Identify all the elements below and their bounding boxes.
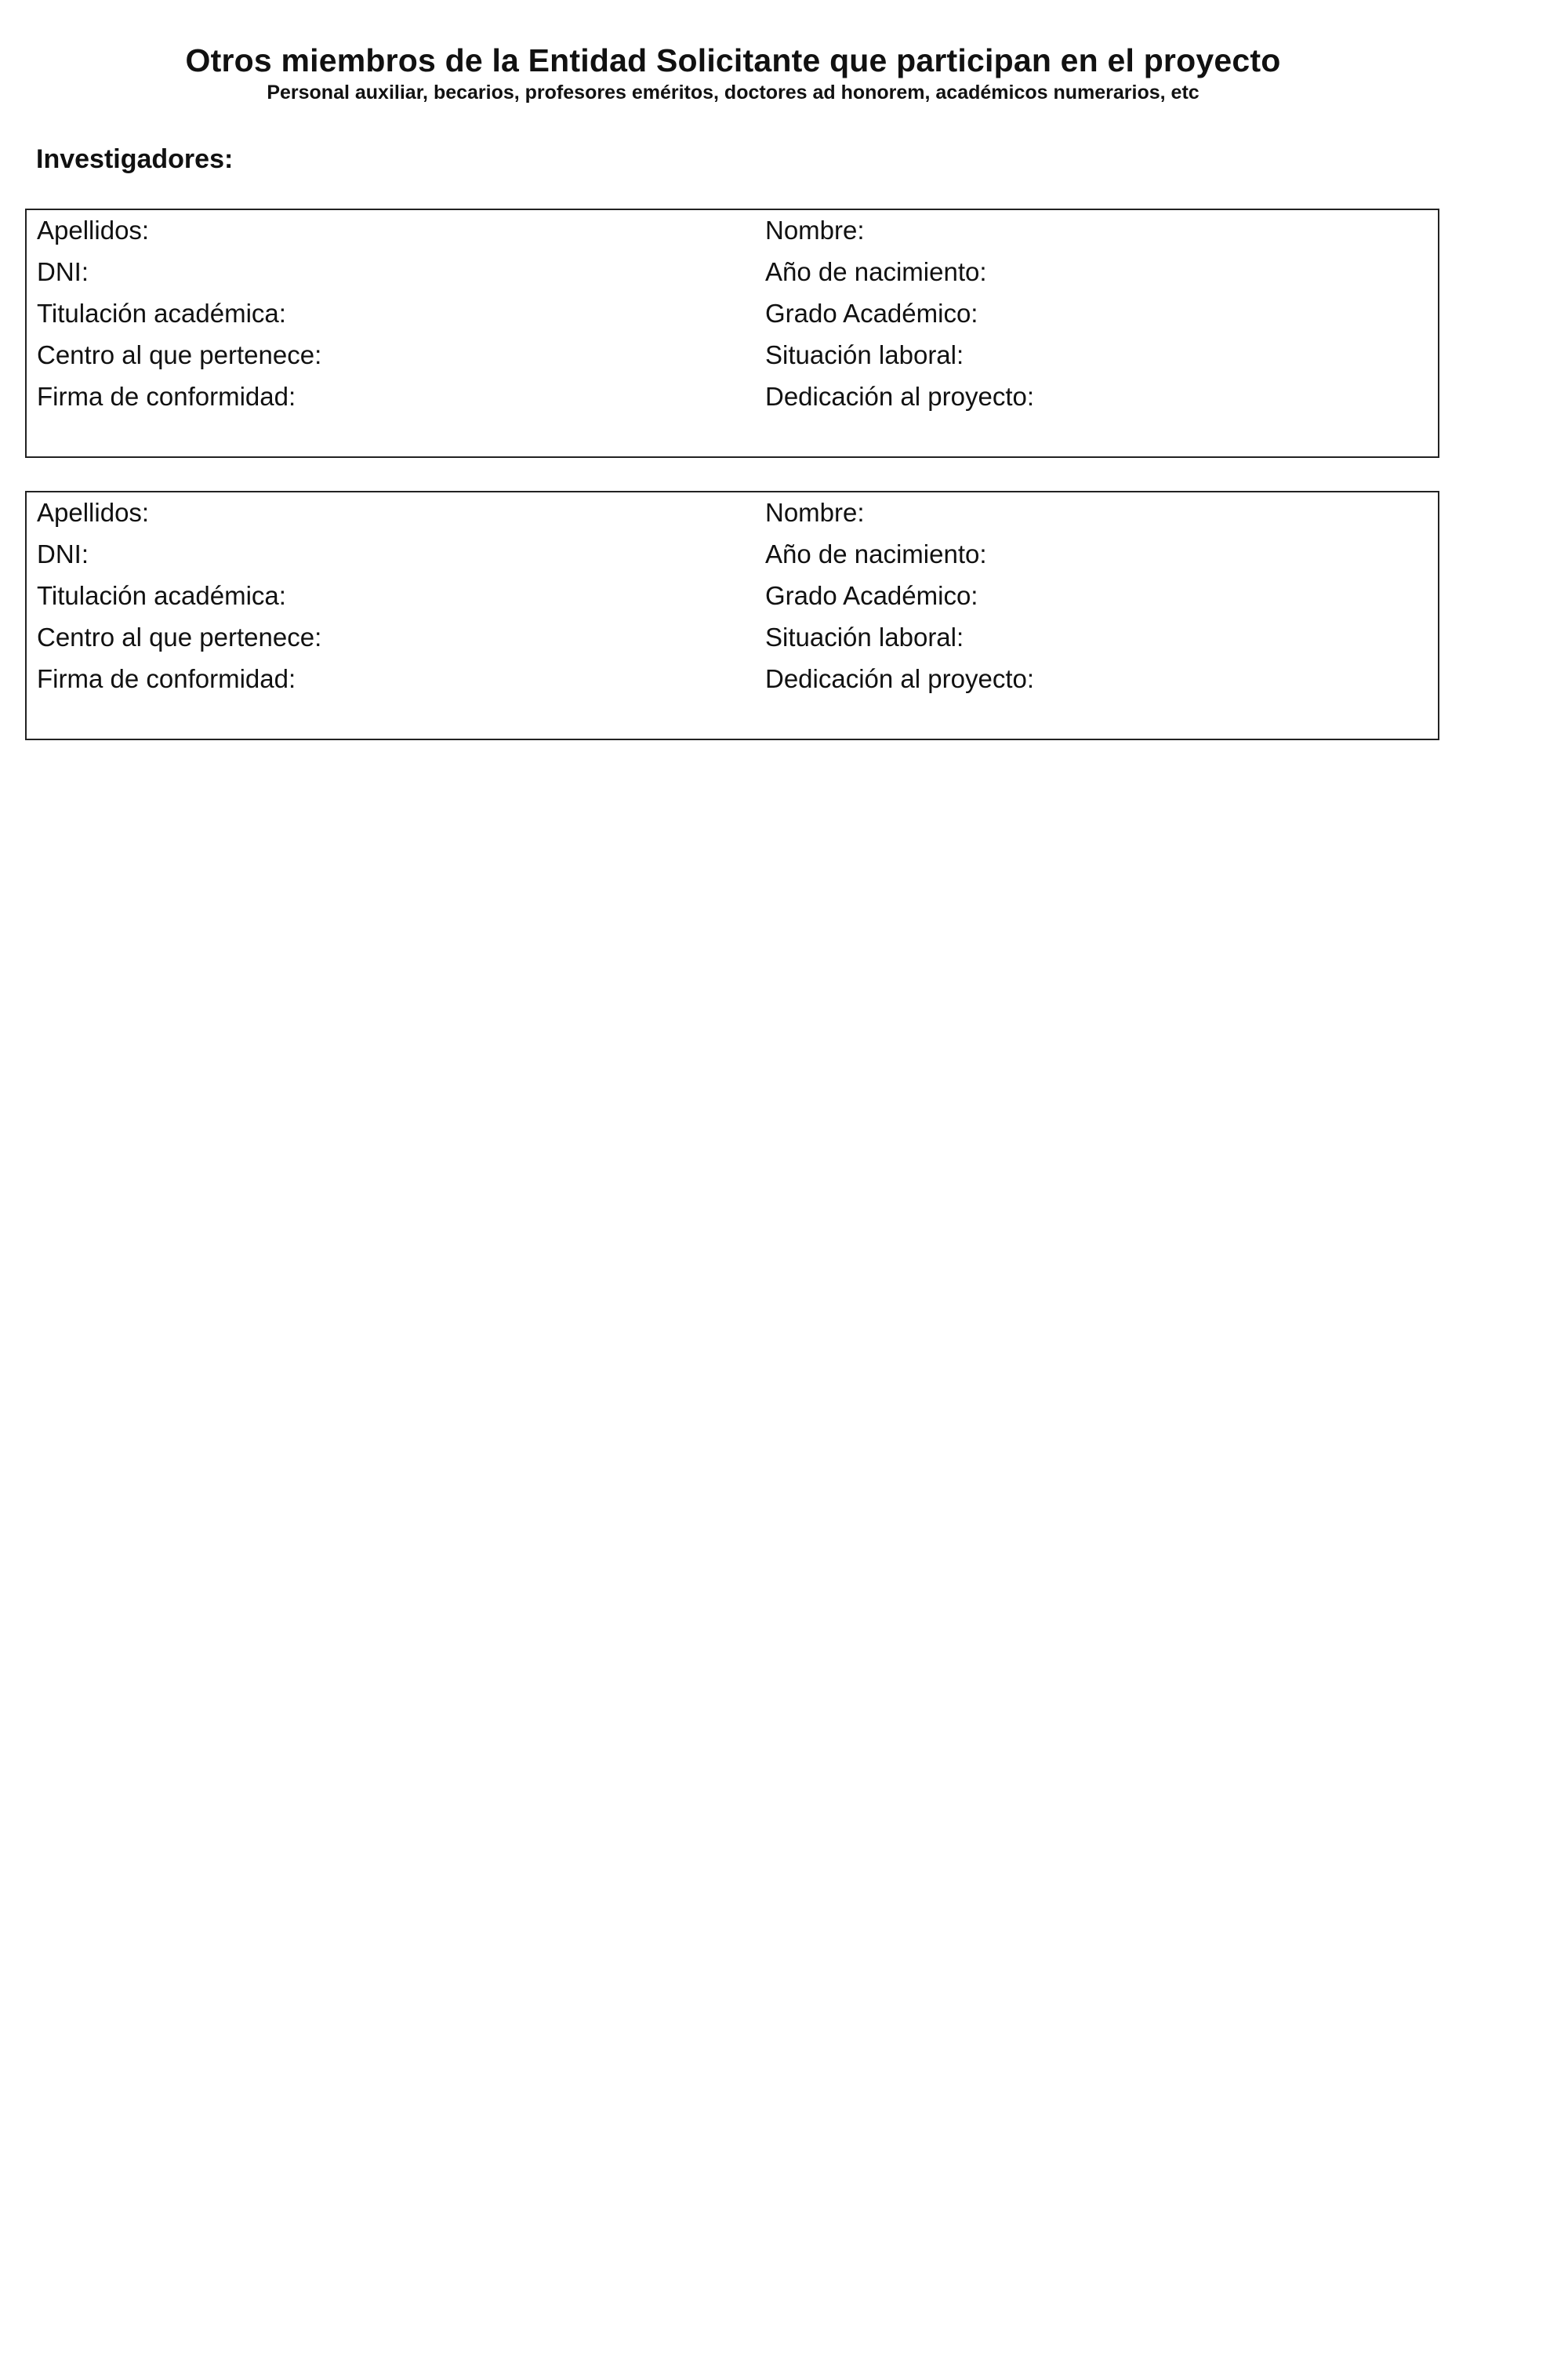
nombre-field[interactable]: Nombre: [765, 216, 865, 245]
dni-field[interactable]: DNI: [37, 539, 89, 568]
grado-academico-field[interactable]: Grado Académico: [765, 299, 978, 328]
situacion-laboral-field[interactable]: Situación laboral: [765, 340, 964, 369]
situacion-laboral-field[interactable]: Situación laboral: [765, 623, 964, 652]
section-heading-investigadores: Investigadores: [36, 144, 234, 174]
centro-field[interactable]: Centro al que pertenece: [37, 623, 322, 652]
firma-conformidad-field[interactable]: Firma de conformidad: [37, 664, 296, 693]
page-subtitle: Personal auxiliar, becarios, profesores eméritos, doctores ad honorem, académicos numerarios, etc [267, 82, 1200, 104]
member-form-box-1 [25, 209, 1439, 458]
page-title: Otros miembros de la Entidad Solicitante que participan en el proyecto [185, 42, 1281, 78]
centro-field[interactable]: Centro al que pertenece: [37, 340, 322, 369]
ano-nacimiento-field[interactable]: Año de nacimiento: [765, 539, 987, 568]
firma-conformidad-field[interactable]: Firma de conformidad: [37, 382, 296, 411]
titulacion-academica-field[interactable]: Titulación académica: [37, 299, 286, 328]
nombre-field[interactable]: Nombre: [765, 498, 865, 527]
apellidos-field[interactable]: Apellidos: [37, 216, 150, 245]
dedicacion-proyecto-field[interactable]: Dedicación al proyecto: [765, 664, 1035, 693]
titulacion-academica-field[interactable]: Titulación académica: [37, 581, 286, 610]
dni-field[interactable]: DNI: [37, 257, 89, 286]
dedicacion-proyecto-field[interactable]: Dedicación al proyecto: [765, 382, 1035, 411]
member-form-box-2 [25, 491, 1439, 740]
ano-nacimiento-field[interactable]: Año de nacimiento: [765, 257, 987, 286]
grado-academico-field[interactable]: Grado Académico: [765, 581, 978, 610]
apellidos-field[interactable]: Apellidos: [37, 498, 150, 527]
